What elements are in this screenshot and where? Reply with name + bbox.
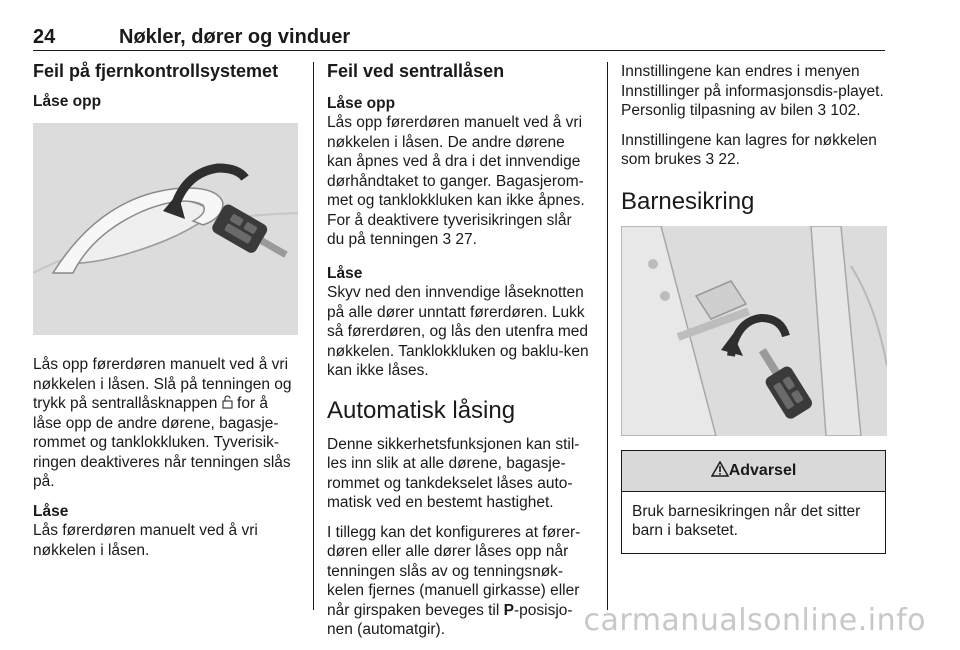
warning-header xyxy=(622,451,885,492)
text: Lås opp førerdøren manuelt ved å vri nøkkelen i låsen. Slå på tenningen og trykk på sentrallåsknappen xyxy=(33,356,292,412)
text: I tillegg kan det konfigureres at fører-døren eller alle dører låses opp når tenningen slås av og tenningsnøk-kelen fjernes (manuell girkasse) eller når girspaken beveges til xyxy=(327,523,581,619)
child-lock-illustration xyxy=(621,226,887,436)
gear-position: P xyxy=(503,601,514,619)
paragraph: Lås førerdøren manuelt ved å vri nøkkelen i låsen. xyxy=(33,522,258,559)
column-3 xyxy=(621,62,887,554)
subheading-lock: Låse xyxy=(327,264,363,282)
page-number: 24 xyxy=(33,26,56,48)
warning-text: Bruk barnesikringen når det sitter barn i baksetet. xyxy=(632,502,861,539)
subheading-unlock: Låse opp xyxy=(33,92,102,110)
section-heading: Feil på fjernkontrollsystemet xyxy=(33,61,279,81)
section-heading: Barnesikring xyxy=(621,187,755,215)
column-2 xyxy=(327,62,592,650)
text: Innstillingene kan endres i menyen Innstillinger på informasjonsdis-playet. Personlig tilpasning av bilen xyxy=(621,63,884,119)
warning-icon xyxy=(711,461,729,477)
text: Lås opp førerdøren manuelt ved å vri nøkkelen i låsen. De andre dørene kan åpnes ved å dra i det innvendige dørhåndtaket to ganger. Bagasjerom-met og tanklokkluken kan ikke åpnes. For å deaktivere tyverisikringen slår du på tenningen xyxy=(327,114,585,248)
child-lock-figure xyxy=(621,226,887,436)
section-heading: Feil ved sentrallåsen xyxy=(327,61,505,81)
subheading-lock: Låse xyxy=(33,502,69,520)
section-heading: Automatisk låsing xyxy=(327,396,516,424)
paragraph xyxy=(621,131,887,170)
text: -posisjo-nen (automatgir). xyxy=(327,601,573,638)
warning-box xyxy=(621,450,886,554)
page-header xyxy=(33,20,885,51)
warning-title: Advarsel xyxy=(728,461,797,479)
unlock-icon xyxy=(222,395,233,409)
door-handle-illustration xyxy=(33,123,298,335)
text: Innstillingene kan lagres for nøkkelen som brukes xyxy=(621,131,877,168)
chapter-title: Nøkler, dører og vinduer xyxy=(119,26,351,48)
subheading-unlock: Låse opp xyxy=(327,94,396,112)
paragraph xyxy=(33,355,298,492)
page-reference: 3 27. xyxy=(442,231,477,248)
door-handle-figure xyxy=(33,123,298,335)
paragraph xyxy=(327,113,592,250)
page-reference: 3 102. xyxy=(817,102,861,119)
column-1 xyxy=(33,62,298,570)
column-divider xyxy=(313,62,314,610)
paragraph xyxy=(621,62,887,121)
column-divider xyxy=(607,62,608,610)
paragraph xyxy=(327,523,592,640)
page-reference: 3 22. xyxy=(705,151,740,168)
watermark: carmanualsonline.info xyxy=(583,603,926,638)
text: for å låse opp de andre dørene, bagasje-rommet og tanklokkluken. Tyverisik-ringen deaktiveres når tenningen slås på. xyxy=(33,395,291,490)
paragraph: Denne sikkerhetsfunksjonen kan stil-les inn slik at alle dørene, bagasje-rommet og tankdekselet låses auto-matisk ved en bestemt hastighet. xyxy=(327,435,580,511)
paragraph: Skyv ned den innvendige låseknotten på alle dører unntatt førerdøren. Lukk så førerdøren, og lås den utenfra med nøkkelen. Tanklokkluken og baklu-ken kan ikke låses. xyxy=(327,284,589,379)
